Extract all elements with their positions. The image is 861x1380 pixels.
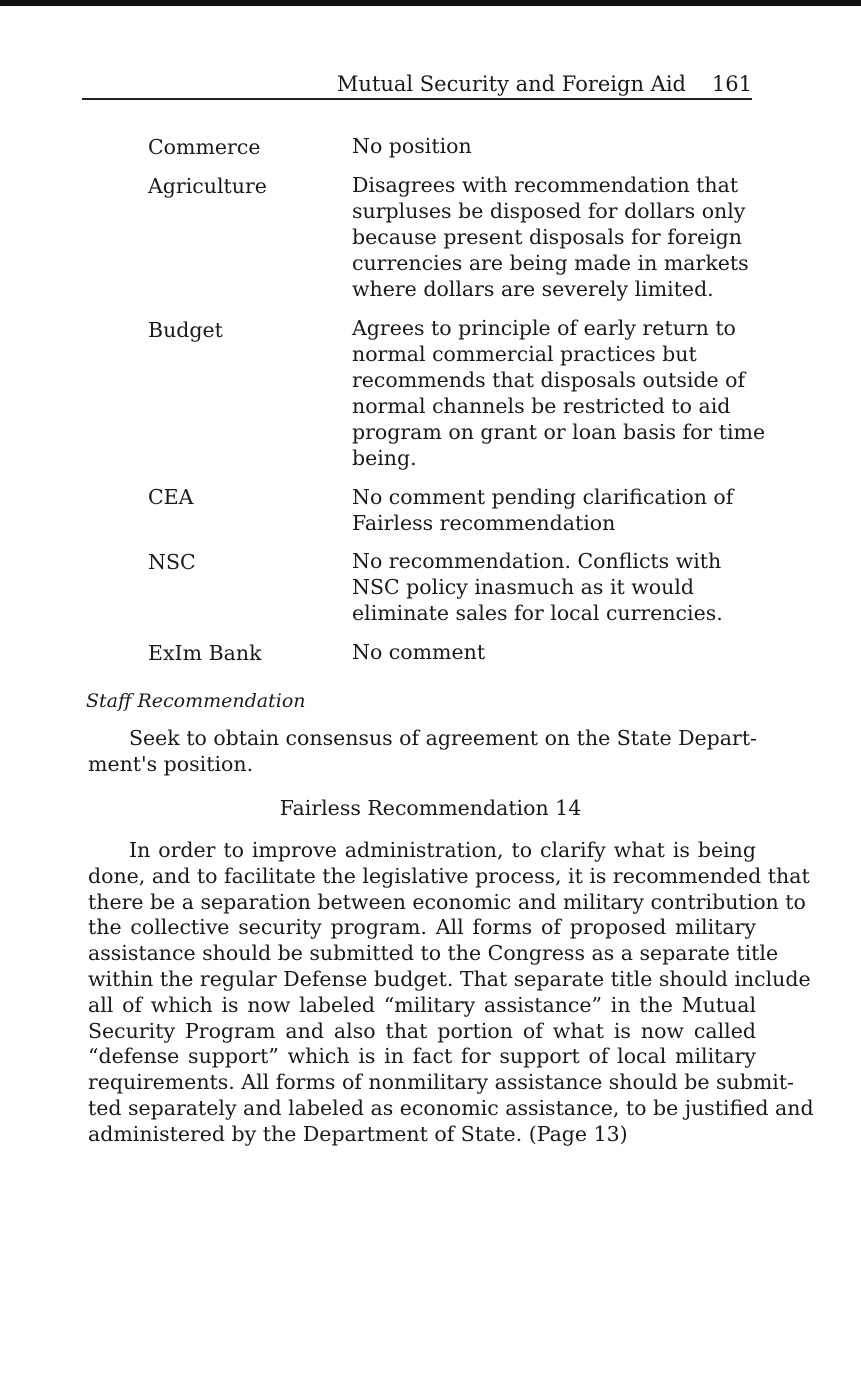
paragraph-line: “defense support” which is in fact for support of local military: [88, 1044, 756, 1069]
paragraph-line: within the regular Defense budget. That separate title should include: [88, 966, 811, 991]
position-line: program on grant or loan basis for time: [352, 420, 766, 444]
agency-commerce: Commerce: [148, 135, 261, 159]
page-number: 161: [711, 72, 752, 96]
agency-cea: CEA: [148, 485, 194, 509]
position-agriculture: [352, 172, 752, 302]
paragraph-line: requirements. All forms of nonmilitary assistance should be submit-: [88, 1070, 794, 1095]
paragraph-line: Seek to obtain consensus of agreement on the State Depart-: [129, 726, 757, 750]
position-cea: [352, 484, 752, 536]
position-line: No recommendation. Conflicts with: [352, 549, 722, 573]
agency-exim-bank: ExIm Bank: [148, 641, 262, 665]
paragraph-line: administered by the Department of State. (Page 13): [88, 1121, 628, 1146]
section-title: Fairless Recommendation 14: [279, 796, 582, 820]
position-line: where dollars are severely limited.: [352, 277, 714, 301]
running-head-title: Mutual Security and Foreign Aid: [336, 72, 686, 96]
position-line: eliminate sales for local currencies.: [352, 601, 723, 625]
position-line: Agrees to principle of early return to: [352, 316, 736, 340]
paragraph-line: ted separately and labeled as economic assistance, to be justified and: [88, 1095, 814, 1120]
agency-budget: Budget: [148, 318, 223, 342]
position-line: currencies are being made in markets: [352, 251, 749, 275]
position-line: No comment pending clarification of: [352, 485, 734, 509]
agency-nsc: NSC: [148, 550, 196, 574]
fairless-14-text: [88, 838, 814, 1148]
position-exim-bank: [352, 639, 752, 665]
paragraph-line: In order to improve administration, to clarify what is being: [129, 838, 756, 862]
position-line: surpluses be disposed for dollars only: [352, 199, 746, 223]
staff-recommendation-heading: Staff Recommendation: [86, 690, 306, 712]
position-line: No comment: [352, 640, 486, 664]
position-line: recommends that disposals outside of: [352, 368, 746, 392]
running-head: [82, 72, 752, 100]
paragraph-line: there be a separation between economic and military contribution to: [88, 889, 806, 914]
agency-agriculture: Agriculture: [148, 174, 267, 198]
position-line: No position: [352, 134, 472, 158]
position-line: because present disposals for foreign: [352, 225, 742, 249]
paragraph-line: the collective security program. All forms of proposed military: [88, 915, 756, 940]
paragraph-line: assistance should be submitted to the Congress as a separate title: [88, 941, 779, 966]
position-commerce: [352, 133, 752, 159]
position-line: Fairless recommendation: [352, 511, 616, 535]
position-nsc: [352, 548, 752, 626]
position-budget: [352, 315, 766, 471]
paragraph-line: Security Program and also that portion of what is now called: [88, 1018, 756, 1043]
position-line: Disagrees with recommendation that: [352, 173, 739, 197]
paragraph-line: done, and to facilitate the legislative process, it is recommended that: [88, 863, 810, 888]
position-line: NSC policy inasmuch as it would: [352, 575, 695, 599]
position-line: normal channels be restricted to aid: [352, 394, 731, 418]
top-border: [0, 0, 861, 6]
paragraph-line: all of which is now labeled “military assistance” in the Mutual: [88, 992, 756, 1017]
paragraph-line: ment's position.: [88, 751, 254, 776]
position-line: being.: [352, 446, 417, 470]
position-line: normal commercial practices but: [352, 342, 697, 366]
staff-recommendation-text: [88, 726, 756, 778]
